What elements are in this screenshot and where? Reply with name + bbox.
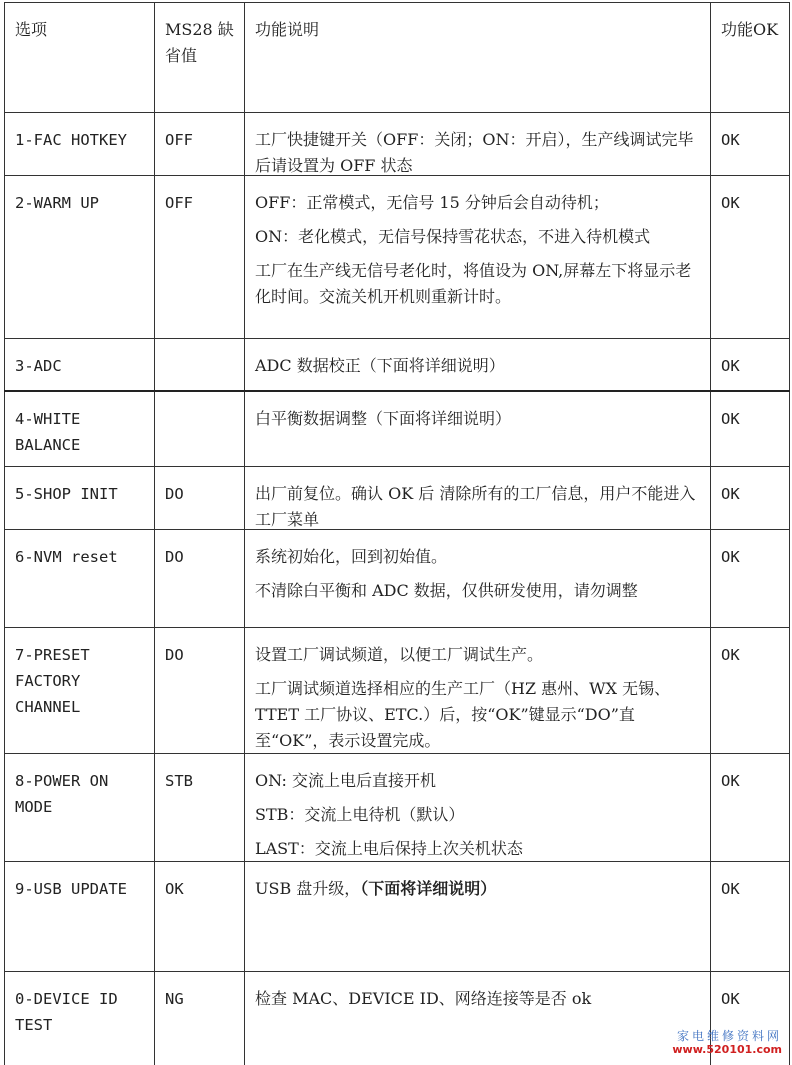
description-text: 系统初始化，回到初始值。 xyxy=(255,547,448,566)
header-default: MS28 缺省值 xyxy=(154,3,244,112)
option-cell: 0-DEVICE ID TEST xyxy=(4,972,154,1065)
ok-cell: OK xyxy=(710,862,790,971)
description-text: 出厂前复位。确认 OK 后 清除所有的工厂信息，用户不能进入工厂菜单 xyxy=(255,484,696,529)
ok-cell: OK xyxy=(710,628,790,753)
description-text: OFF：正常模式，无信号 15 分钟后会自动待机； xyxy=(255,193,609,212)
description-text: STB：交流上电待机（默认） xyxy=(255,805,465,824)
description-text: 不清除白平衡和 ADC 数据，仅供研发使用，请勿调整 xyxy=(255,581,638,600)
option-cell: 6-NVM reset xyxy=(4,530,154,627)
description-cell xyxy=(244,862,710,971)
default-cell: OK xyxy=(154,862,244,971)
table-row xyxy=(4,175,790,338)
option-cell: 7-PRESET FACTORY CHANNEL xyxy=(4,628,154,753)
table-row xyxy=(4,112,790,175)
table-row xyxy=(4,529,790,627)
watermark-title: 家电维修资料网 xyxy=(676,1029,782,1043)
default-cell: OFF xyxy=(154,113,244,175)
description-text-bold: （下面将详细说明） xyxy=(360,879,497,898)
description-text: LAST：交流上电后保持上次关机状态 xyxy=(255,839,523,858)
description-text: ON: 交流上电后直接开机 xyxy=(255,771,437,790)
ok-cell: OK xyxy=(710,176,790,338)
ok-cell: OK xyxy=(710,530,790,627)
watermark-url: www.520101.com xyxy=(672,1043,782,1056)
header-option: 选项 xyxy=(4,3,154,112)
factory-menu-table xyxy=(4,2,790,1065)
description-text-plain: USB 盘升级， xyxy=(255,879,361,898)
option-cell: 2-WARM UP xyxy=(4,176,154,338)
ok-cell: OK xyxy=(710,392,790,466)
description-cell xyxy=(244,467,710,529)
description-cell xyxy=(244,176,710,338)
description-cell xyxy=(244,530,710,627)
option-cell: 3-ADC xyxy=(4,339,154,390)
description-cell xyxy=(244,113,710,175)
description-cell xyxy=(244,339,710,390)
description-text: ADC 数据校正（下面将详细说明） xyxy=(255,356,505,375)
table-row xyxy=(4,390,790,466)
header-description: 功能说明 xyxy=(244,3,710,112)
ok-cell: OK xyxy=(710,339,790,390)
default-cell: DO xyxy=(154,467,244,529)
ok-cell: OK xyxy=(710,467,790,529)
description-text: 检查 MAC、DEVICE ID、网络连接等是否 ok xyxy=(255,989,592,1008)
default-cell: STB xyxy=(154,754,244,861)
option-cell: 1-FAC HOTKEY xyxy=(4,113,154,175)
description-text xyxy=(255,876,702,902)
description-text: 工厂快捷键开关（OFF：关闭；ON：开启），生产线调试完毕后请设置为 OFF 状态 xyxy=(255,130,694,175)
table-row xyxy=(4,466,790,529)
description-cell xyxy=(244,972,710,1065)
header-ok: 功能OK xyxy=(710,3,790,112)
site-watermark xyxy=(672,1030,782,1056)
option-cell: 5-SHOP INIT xyxy=(4,467,154,529)
default-cell xyxy=(154,339,244,390)
description-text: ON：老化模式，无信号保持雪花状态，不进入待机模式 xyxy=(255,227,651,246)
table-row xyxy=(4,627,790,753)
description-cell xyxy=(244,628,710,753)
ok-cell: OK xyxy=(710,113,790,175)
default-cell: DO xyxy=(154,628,244,753)
option-cell: 4-WHITE BALANCE xyxy=(4,392,154,466)
option-cell: 9-USB UPDATE xyxy=(4,862,154,971)
description-cell xyxy=(244,754,710,861)
table-row xyxy=(4,753,790,861)
description-text: 白平衡数据调整（下面将详细说明） xyxy=(255,409,512,428)
default-cell xyxy=(154,392,244,466)
default-cell: DO xyxy=(154,530,244,627)
table-row xyxy=(4,861,790,971)
ok-cell: OK xyxy=(710,972,790,1065)
description-text: 设置工厂调试频道，以便工厂调试生产。 xyxy=(255,645,544,664)
description-text: 工厂在生产线无信号老化时，将值设为 ON,屏幕左下将显示老化时间。交流关机开机则重新计时。 xyxy=(255,261,692,306)
description-cell xyxy=(244,392,710,466)
description-text: 工厂调试频道选择相应的生产工厂（HZ 惠州、WX 无锡、TTET 工厂协议、ETC.）后，按“OK”键显示“DO”直至“OK”，表示设置完成。 xyxy=(255,679,671,750)
default-cell: NG xyxy=(154,972,244,1065)
table-header-row xyxy=(4,2,790,112)
option-cell: 8-POWER ON MODE xyxy=(4,754,154,861)
ok-cell: OK xyxy=(710,754,790,861)
default-cell: OFF xyxy=(154,176,244,338)
table-row xyxy=(4,338,790,390)
